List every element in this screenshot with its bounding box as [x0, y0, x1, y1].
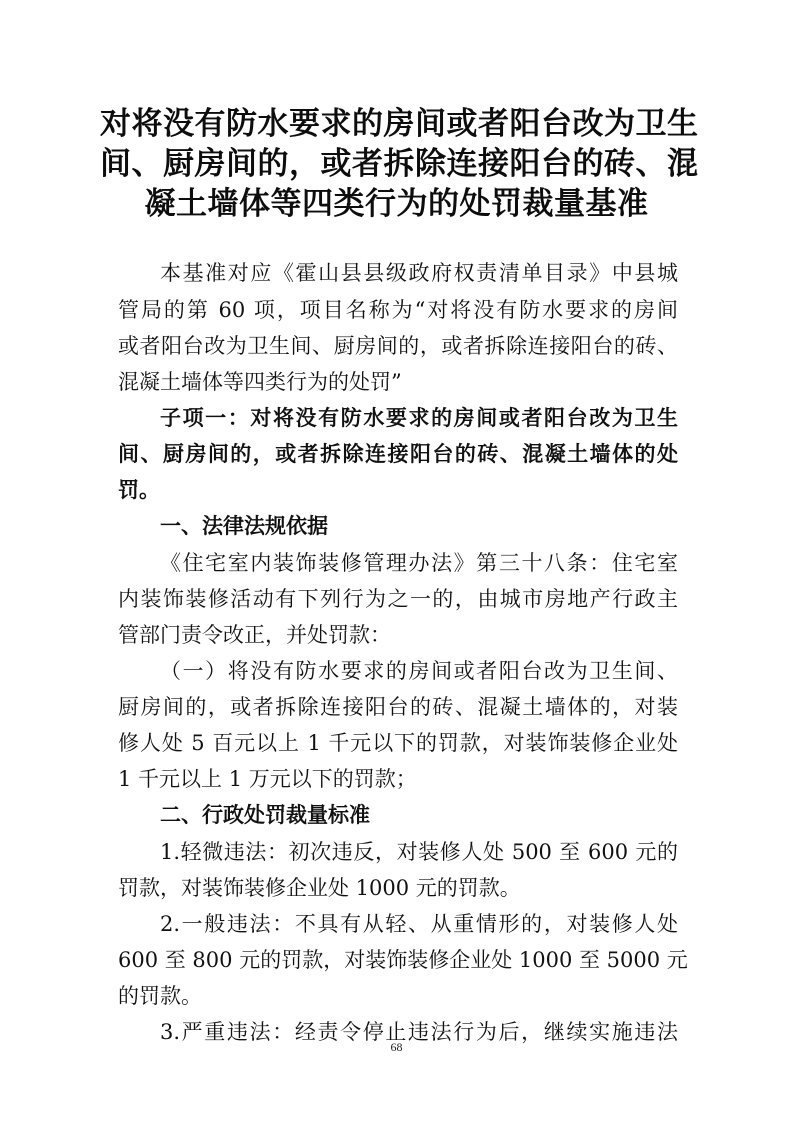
intro-paragraph-line: 本基准对应《霍山县县级政府权责清单目录》中县城: [160, 261, 678, 285]
standard-general-line: 600 至 800 元的罚款，对装饰装修企业处 1000 至 5000 元: [118, 948, 688, 972]
standard-minor-line: 1.轻微违法：初次违反，对装修人处 500 至 600 元的: [160, 840, 678, 864]
subitem-line: 子项一：对将没有防水要求的房间或者阳台改为卫生: [160, 406, 678, 430]
subitem-line: 间、厨房间的，或者拆除连接阳台的砖、混凝土墙体的处: [118, 442, 678, 466]
clause-paragraph-line: 修人处 5 百元以上 1 千元以下的罚款，对装饰装修企业处: [118, 731, 678, 755]
subitem-line: 罚。: [118, 478, 160, 502]
standard-serious-line: 3.严重违法：经责令停止违法行为后，继续实施违法: [160, 1020, 678, 1044]
page-title-line-2: 间、厨房间的，或者拆除连接阳台的砖、混: [100, 146, 699, 182]
clause-paragraph-line: （一）将没有防水要求的房间或者阳台改为卫生间、: [160, 659, 678, 683]
section-heading-penalty-standard: 二、行政处罚裁量标准: [160, 803, 370, 827]
clause-paragraph-line: 厨房间的，或者拆除连接阳台的砖、混凝土墙体的，对装: [118, 695, 678, 719]
intro-paragraph-line: 管局的第 60 项，项目名称为“对将没有防水要求的房间: [118, 298, 678, 322]
standard-minor-line: 罚款，对装饰装修企业处 1000 元的罚款。: [118, 876, 521, 900]
intro-paragraph-line: 混凝土墙体等四类行为的处罚”: [118, 370, 402, 394]
law-paragraph-line: 《住宅室内装饰装修管理办法》第三十八条：住宅室: [160, 551, 678, 575]
standard-general-line: 2.一般违法：不具有从轻、从重情形的，对装修人处: [160, 912, 678, 936]
law-paragraph-line: 内装饰装修活动有下列行为之一的，由城市房地产行政主: [118, 587, 678, 611]
intro-paragraph-line: 或者阳台改为卫生间、厨房间的，或者拆除连接阳台的砖、: [118, 334, 678, 358]
section-heading-legal-basis: 一、法律法规依据: [160, 514, 328, 538]
page-title-line-3: 凝土墙体等四类行为的处罚裁量基准: [144, 186, 649, 222]
law-paragraph-line: 管部门责令改正，并处罚款：: [118, 623, 391, 647]
standard-general-line: 的罚款。: [118, 984, 202, 1008]
clause-paragraph-line: 1 千元以上 1 万元以下的罚款；: [118, 767, 417, 791]
page-title-line-1: 对将没有防水要求的房间或者阳台改为卫生: [100, 106, 699, 142]
page-number: 68: [390, 1040, 403, 1054]
